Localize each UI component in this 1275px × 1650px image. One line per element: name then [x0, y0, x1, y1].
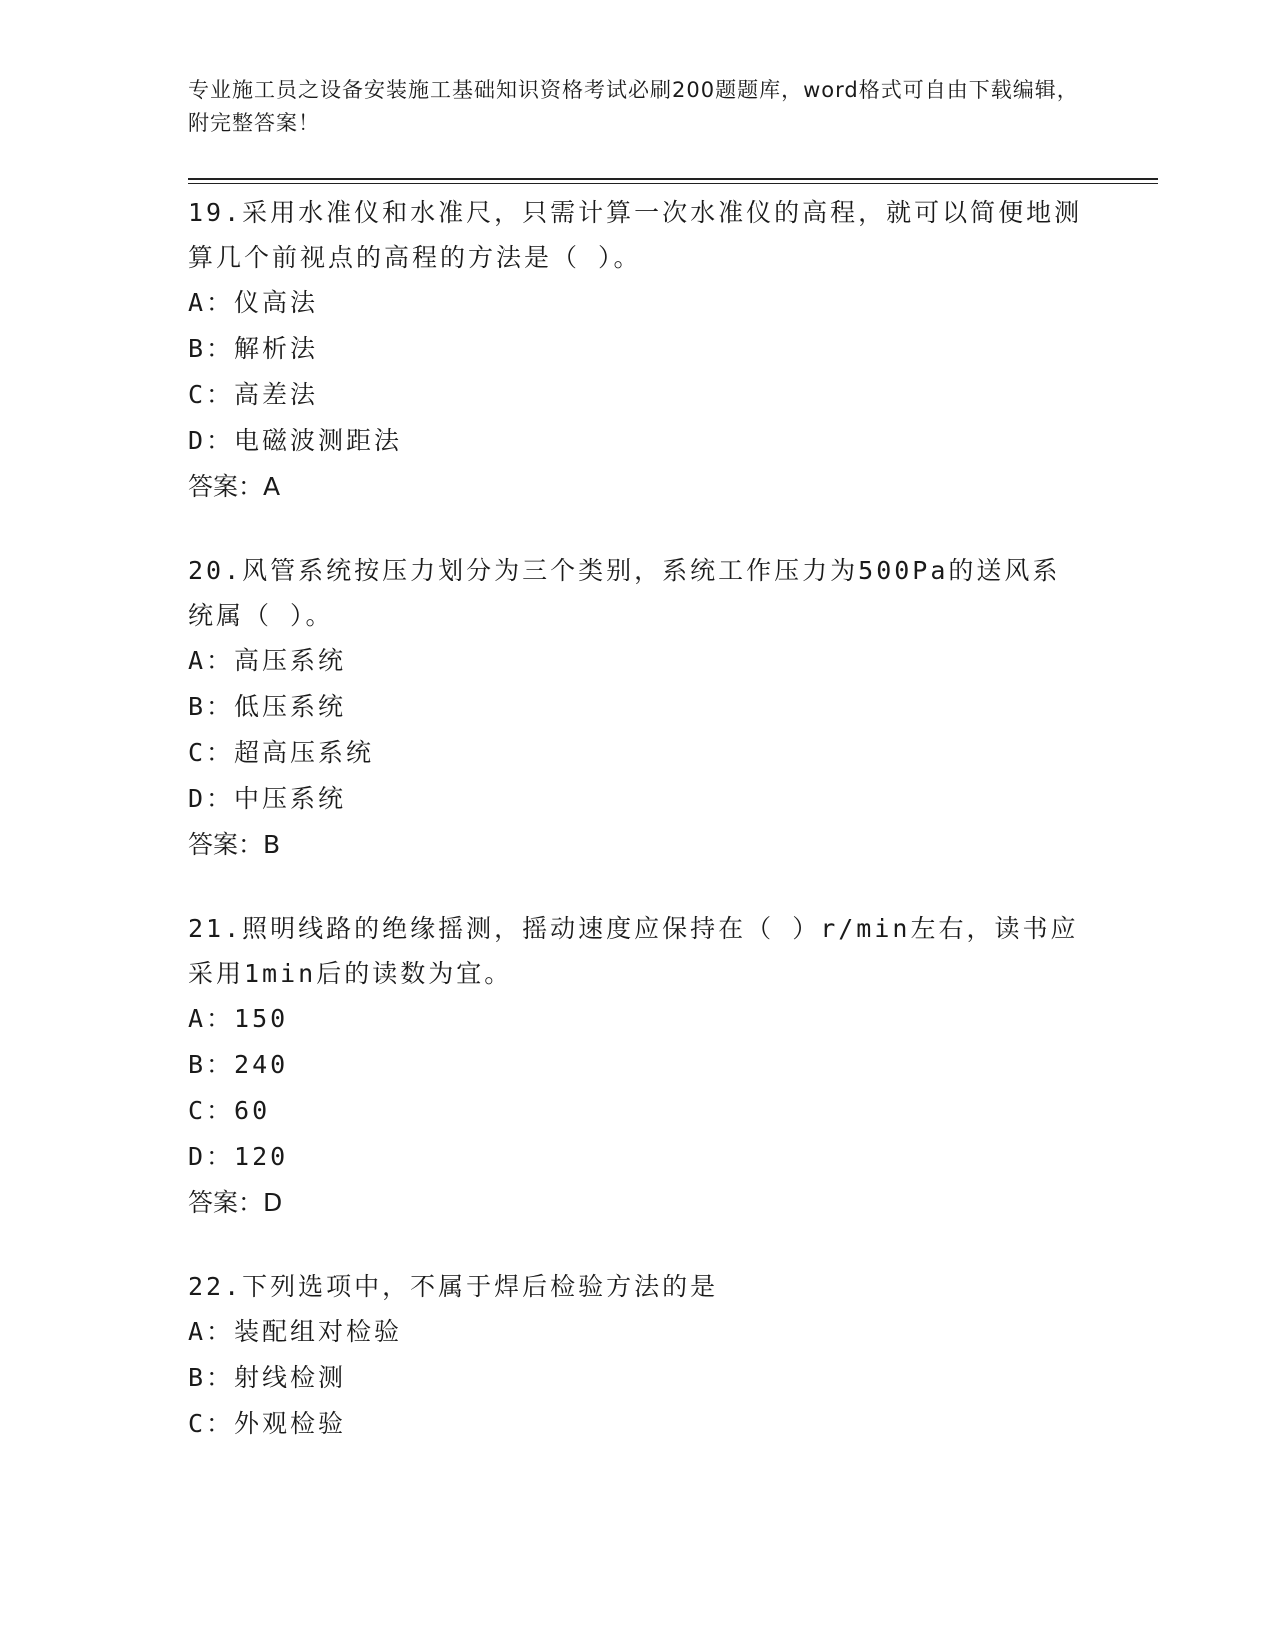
option-b: B：240: [188, 1050, 289, 1079]
question-20: [188, 548, 1088, 868]
option-d: D：中压系统: [188, 784, 347, 813]
question-stem: 20.风管系统按压力划分为三个类别，系统工作压力为500Pa的送风系统属（ ）。: [188, 556, 1061, 630]
option-b: B：射线检测: [188, 1363, 347, 1392]
question-list: [188, 190, 1088, 1485]
option-c: C：高差法: [188, 380, 319, 409]
option-d: D：120: [188, 1142, 289, 1171]
option-c: C：60: [188, 1096, 271, 1125]
header-divider-thick: [188, 178, 1158, 180]
option-a: A：仪高法: [188, 288, 319, 317]
option-c: C：外观检验: [188, 1409, 347, 1438]
question-stem: 21.照明线路的绝缘摇测，摇动速度应保持在（ ）r/min左右，读书应采用1min后的读数为宜。: [188, 914, 1079, 988]
option-a: A：高压系统: [188, 646, 347, 675]
question-stem: 22.下列选项中，不属于焊后检验方法的是: [188, 1272, 719, 1301]
option-b: B：解析法: [188, 334, 319, 363]
question-22: [188, 1264, 1088, 1447]
answer: 答案：B: [188, 830, 281, 859]
question-21: [188, 906, 1088, 1226]
option-d: D：电磁波测距法: [188, 426, 403, 455]
option-a: A：装配组对检验: [188, 1317, 403, 1346]
answer: 答案：A: [188, 472, 281, 501]
option-b: B：低压系统: [188, 692, 347, 721]
header-divider-thin: [188, 183, 1158, 184]
option-c: C：超高压系统: [188, 738, 375, 767]
question-19: [188, 190, 1088, 510]
answer: 答案：D: [188, 1188, 283, 1217]
option-a: A：150: [188, 1004, 289, 1033]
question-stem: 19.采用水准仪和水准尺，只需计算一次水准仪的高程，就可以简便地测算几个前视点的高程的方法是（ ）。: [188, 198, 1083, 272]
document-header: 专业施工员之设备安装施工基础知识资格考试必刷200题题库，word格式可自由下载编辑，附完整答案！: [188, 78, 1079, 135]
